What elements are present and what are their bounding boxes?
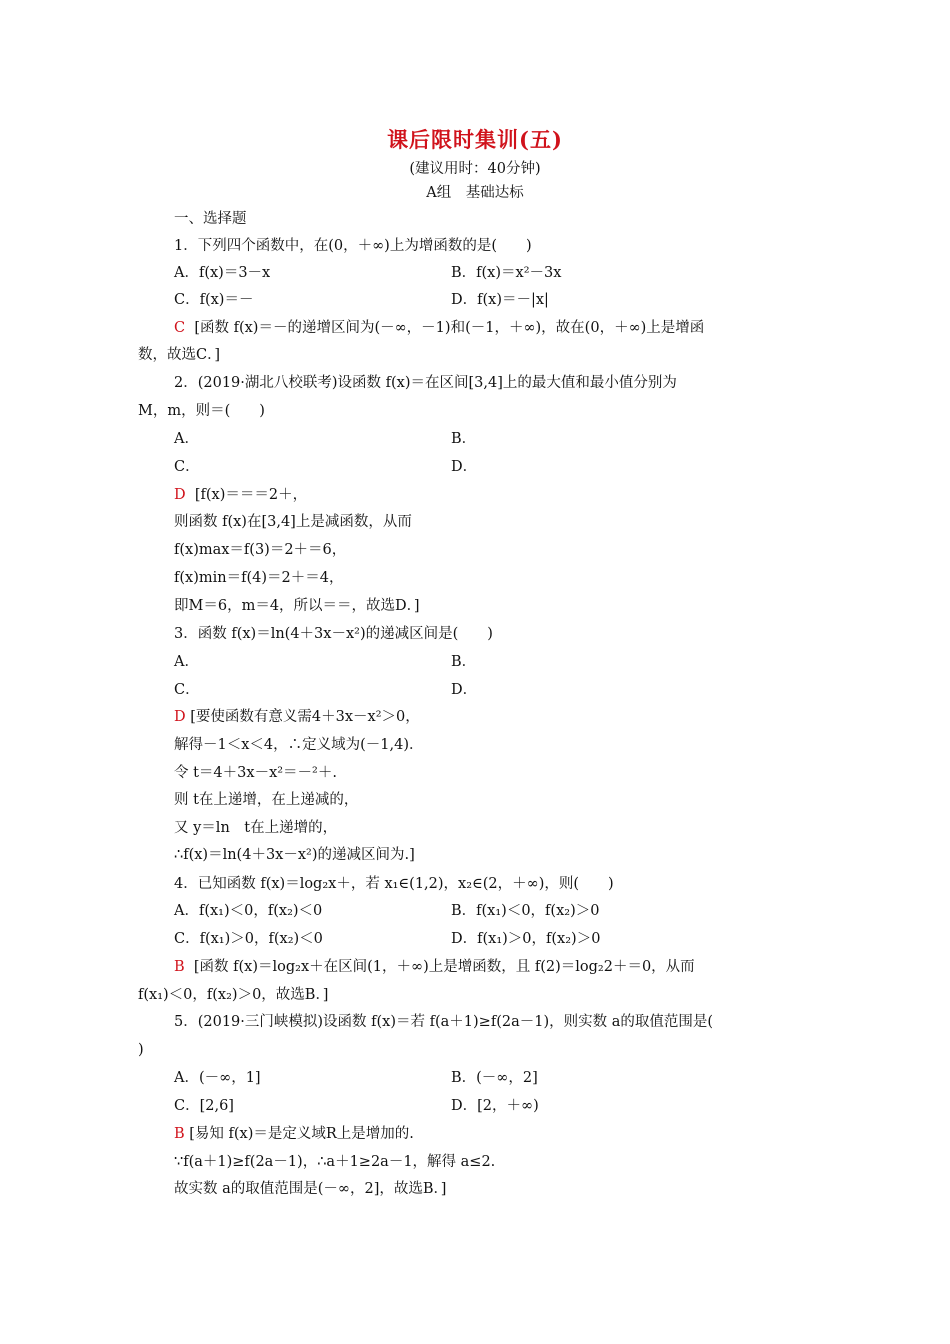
q4-stem: 4．已知函数 f(x)＝log₂x＋，若 x₁∈(1,2)，x₂∈(2，＋∞)，则( ) [174, 876, 614, 892]
q2-option-c: C． [174, 459, 200, 475]
q3-explanation-line6: ∴f(x)＝ln(4＋3x－x²)的递减区间为.] [174, 847, 415, 863]
q5-stem-line2: ) [138, 1042, 144, 1058]
q2-option-b: B． [451, 431, 477, 447]
q4-option-b: B．f(x₁)＜0，f(x₂)＞0 [451, 903, 600, 919]
q5-explanation-text: [易知 f(x)＝是定义域R上是增加的. [189, 1126, 414, 1142]
q2-answer: D [174, 487, 186, 503]
q1-explanation-line1 [174, 319, 704, 337]
q1-stem: 1．下列四个函数中，在(0，＋∞)上为增函数的是( ) [174, 238, 532, 254]
q5-answer: B [174, 1126, 185, 1142]
time-note: (建议用时：40分钟) [409, 161, 541, 177]
q2-explanation-line1 [174, 486, 307, 504]
q1-explanation-text: [函数 f(x)＝－的递增区间为(－∞，－1)和(－1，＋∞)，故在(0，＋∞)上是增函 [194, 320, 705, 336]
q2-explanation-line2: 则函数 f(x)在[3,4]上是减函数，从而 [174, 514, 412, 530]
q5-stem-line1: 5．(2019·三门峡模拟)设函数 f(x)＝若 f(a＋1)≥f(2a－1)，则实数 a的取值范围是( [174, 1014, 714, 1030]
q1-option-b: B．f(x)＝x²－3x [451, 265, 562, 281]
q5-explanation-line1 [174, 1125, 414, 1143]
q1-explanation-line2: 数，故选C．] [138, 347, 221, 363]
q4-answer: B [174, 959, 185, 975]
q2-explanation-text: [f(x)＝＝＝2＋， [194, 487, 308, 503]
q2-stem-line1: 2．(2019·湖北八校联考)设函数 f(x)＝在区间[3,4]上的最大值和最小值分别为 [174, 375, 677, 391]
q3-explanation-line5: 又 y＝ln t在上递增的， [174, 820, 338, 836]
q4-explanation-line2: f(x₁)＜0，f(x₂)＞0，故选B．] [138, 987, 329, 1003]
q3-option-d: D． [451, 682, 478, 698]
q4-explanation-text: [函数 f(x)＝log₂x＋在区间(1，＋∞)上是增函数，且 f(2)＝log₂2＋＝0，从而 [193, 959, 695, 975]
q2-option-a: A． [174, 431, 199, 447]
page-title: 课后限时集训(五) [387, 127, 563, 152]
q5-option-a: A．(－∞，1] [174, 1070, 261, 1086]
q3-explanation-line3: 令 t＝4＋3x－x²＝－²＋. [174, 765, 337, 781]
q2-explanation-line5: 即M＝6，m＝4，所以＝＝，故选D．] [174, 598, 420, 614]
q1-option-a: A．f(x)＝3－x [174, 265, 271, 281]
q3-answer: D [174, 709, 186, 725]
q4-option-d: D．f(x₁)＞0，f(x₂)＞0 [451, 931, 601, 947]
q1-option-c: C．f(x)＝－ [174, 292, 254, 308]
q5-option-c: C．[2,6] [174, 1098, 234, 1114]
section-heading: 一、选择题 [174, 211, 247, 227]
q4-explanation-line1 [174, 958, 695, 976]
q3-explanation-line1 [174, 708, 420, 726]
q3-option-b: B． [451, 654, 477, 670]
q2-explanation-line4: f(x)min＝f(4)＝2＋＝4， [174, 570, 344, 586]
q5-option-d: D．[2，＋∞) [451, 1098, 539, 1114]
q3-option-c: C． [174, 682, 200, 698]
q2-explanation-line3: f(x)max＝f(3)＝2＋＝6， [174, 542, 347, 558]
q2-stem-line2: M，m，则＝( ) [138, 403, 265, 419]
group-label: A组 基础达标 [426, 185, 524, 201]
q1-option-d: D．f(x)＝－|x| [451, 292, 549, 308]
q4-option-a: A．f(x₁)＜0，f(x₂)＜0 [174, 903, 323, 919]
q5-explanation-line2: ∵f(a＋1)≥f(2a－1)，∴a＋1≥2a－1，解得 a≤2. [174, 1154, 496, 1170]
q3-explanation-line4: 则 t在上递增，在上递减的， [174, 792, 359, 808]
q3-explanation-text: [要使函数有意义需4＋3x－x²＞0， [190, 709, 420, 725]
q4-option-c: C．f(x₁)＞0，f(x₂)＜0 [174, 931, 323, 947]
q5-option-b: B．(－∞，2] [451, 1070, 538, 1086]
q3-explanation-line2: 解得－1＜x＜4，∴定义域为(－1,4)． [174, 737, 424, 753]
q3-option-a: A． [174, 654, 199, 670]
q5-explanation-line3: 故实数 a的取值范围是(－∞，2]，故选B．] [174, 1181, 447, 1197]
q1-answer: C [174, 320, 186, 336]
q3-stem: 3．函数 f(x)＝ln(4＋3x－x²)的递减区间是( ) [174, 626, 493, 642]
q2-option-d: D． [451, 459, 478, 475]
